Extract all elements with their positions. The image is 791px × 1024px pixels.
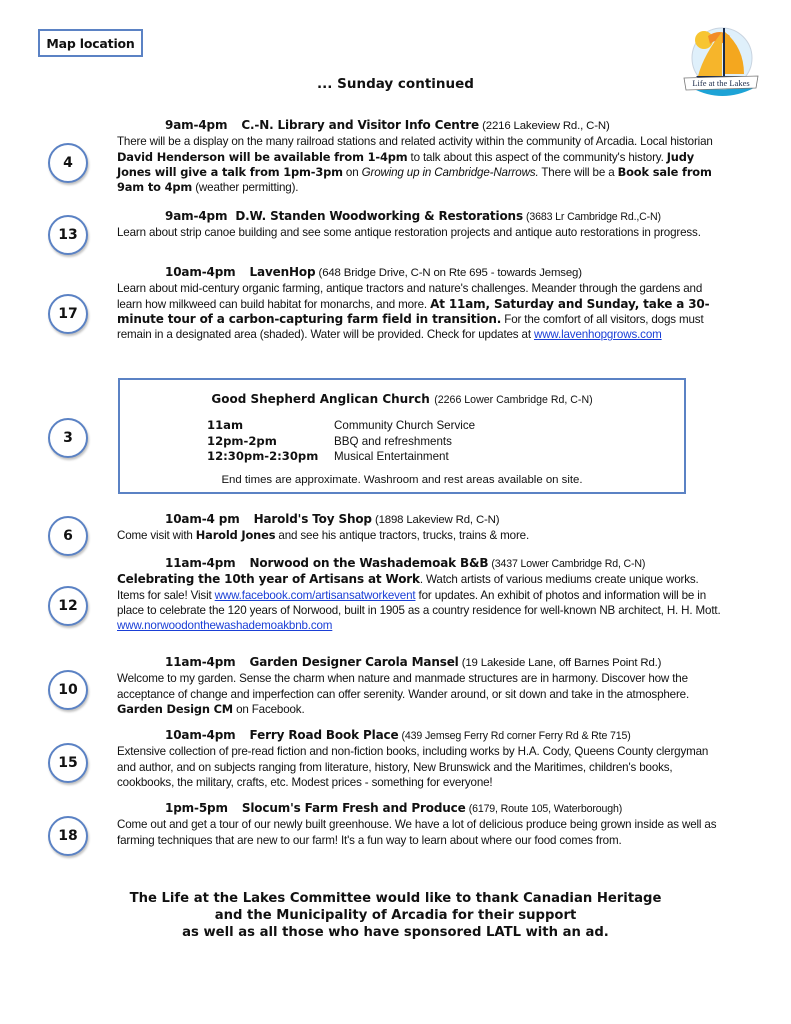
event-entry: [117, 556, 729, 633]
event-address: (648 Bridge Drive, C-N on Rte 695 - towards Jemseg): [318, 267, 582, 279]
acknowledgement: [0, 890, 791, 941]
event-time: 9am-4pm: [165, 209, 228, 223]
church-box: [118, 378, 686, 494]
event-time: 11am-4pm: [165, 556, 236, 570]
lavenhop-link[interactable]: www.lavenhopgrows.com: [533, 328, 662, 342]
map-location-label: Map location: [38, 29, 143, 57]
norwood-link[interactable]: www.norwoodonthewashademoakbnb.com: [117, 619, 333, 633]
event-venue: Garden Designer Carola Mansel: [249, 655, 459, 669]
page-subtitle: ... Sunday continued: [317, 76, 474, 92]
event-venue: Norwood on the Washademoak B&B: [249, 556, 489, 570]
event-time: 10am-4pm: [165, 265, 236, 279]
acknowledgement-line: as well as all those who have sponsored LATL with an ad.: [182, 925, 609, 940]
event-time: 1pm-5pm: [165, 801, 228, 815]
event-time: 10am-4pm: [165, 728, 236, 742]
church-note: End times are approximate. Washroom and rest areas available on site.: [221, 474, 583, 486]
church-address: (2266 Lower Cambridge Rd, C-N): [434, 394, 593, 406]
event-description: Welcome to my garden. Sense the charm when nature and manmade structures are in harmony. Discover how the acceptance of change and imperfection can offer serenity. Wander around, or sit down and take in the atmosphere. Garden Design CM on Facebook.: [117, 672, 690, 716]
event-address: (1898 Lakeview Rd, C-N): [374, 514, 500, 526]
event-address: (3683 Lr Cambridge Rd.,C-N): [526, 211, 661, 223]
event-entry: [117, 209, 729, 241]
event-venue: D.W. Standen Woodworking & Restorations: [235, 209, 523, 223]
event-venue: Harold's Toy Shop: [253, 512, 372, 526]
map-marker-4: 4: [48, 143, 88, 183]
map-marker-3: 3: [48, 418, 88, 458]
event-description: Come out and get a tour of our newly built greenhouse. We have a lot of delicious produce being grown inside as well as farming techniques that are new to our farm! It's a fun way to learn about where our food comes from.: [117, 818, 717, 847]
map-marker-12: 12: [48, 586, 88, 626]
event-description: Extensive collection of pre-read fiction and non-fiction books, including works by H.A. Cody, Queens County clergyman and author, and on subjects ranging from literature, history, New Brunswick and the Maritimes, children's books, cookbooks, the military, crafts, etc. Modest prices - something for everyone!: [117, 745, 709, 789]
map-marker-13: 13: [48, 215, 88, 255]
event-time: 9am-4pm: [165, 118, 228, 132]
schedule-row: 11am Community Church Service: [207, 418, 476, 432]
event-venue: LavenHop: [249, 265, 316, 279]
event-time: 10am-4 pm: [165, 512, 240, 526]
event-entry: [117, 655, 729, 717]
acknowledgement-line: and the Municipality of Arcadia for their support: [214, 908, 577, 923]
acknowledgement-line: The Life at the Lakes Committee would like to thank Canadian Heritage: [129, 891, 662, 906]
schedule-row: 12pm-2pm BBQ and refreshments: [207, 433, 452, 448]
event-address: (19 Lakeside Lane, off Barnes Point Rd.): [461, 657, 662, 669]
facebook-link[interactable]: www.facebook.com/artisansatworkevent: [214, 588, 416, 602]
schedule-row: 12:30pm-2:30pm Musical Entertainment: [207, 449, 449, 463]
event-entry: [117, 265, 729, 342]
event-address: (3437 Lower Cambridge Rd, C-N): [491, 558, 646, 570]
event-address: (6179, Route 105, Waterborough): [468, 803, 623, 815]
event-entry: [117, 512, 729, 544]
map-marker-17: 17: [48, 294, 88, 334]
event-description: Come visit with Harold Jones and see his antique tractors, trucks, trains & more.: [117, 528, 530, 543]
event-entry: [117, 118, 729, 195]
event-entry: [117, 801, 729, 848]
logo-text: Life at the Lakes: [692, 78, 750, 88]
map-marker-15: 15: [48, 743, 88, 783]
event-description: There will be a display on the many railroad stations and related activity within the community of Arcadia. Local historian David Henderson will be available from 1-4pm to talk about this aspect of the community's history. Judy Jones will give a talk from 1pm-3pm on Growing up in Cambridge-Narrows. There will be a Book sale from 9am to 4pm (weather permitting).: [117, 135, 713, 195]
event-address: (439 Jemseg Ferry Rd corner Ferry Rd & Rte 715): [401, 730, 631, 742]
map-marker-10: 10: [48, 670, 88, 710]
event-venue: C.-N. Library and Visitor Info Centre: [241, 118, 480, 132]
map-marker-18: 18: [48, 816, 88, 856]
event-description: Learn about mid-century organic farming, antique tractors and nature's challenges. Meander through the gardens and learn how milkweed can build habitat for monarchs, and more. At 11am, Saturday and Sunday, take a 30-minute tour of a carbon-capturing farm field in transition. For the comfort of all visitors, dogs must remain in a designated area (shaded). Water will be provided. Check for updates at www.lavenhopgrows.com: [117, 282, 710, 342]
event-venue: Ferry Road Book Place: [249, 728, 399, 742]
event-address: (2216 Lakeview Rd., C-N): [482, 120, 610, 132]
event-entry: [117, 728, 729, 790]
event-description: Celebrating the 10th year of Artisans at Work. Watch artists of various mediums create unique works. Items for sale! Visit www.facebook.com/artisansatworkevent for updates. An exhibit of photos and information will be in place to celebrate the 120 years of Norwood, built in 1905 as a country residence for well-known NB architect, H. H. Mott. www.norwoodonthewashademoakbnb.com: [117, 572, 721, 633]
event-venue: Slocum's Farm Fresh and Produce: [241, 801, 466, 815]
church-venue: Good Shepherd Anglican Church: [211, 392, 430, 406]
event-description: Learn about strip canoe building and see some antique restoration projects and antique auto restorations in progress.: [117, 226, 701, 240]
event-time: 11am-4pm: [165, 655, 236, 669]
map-marker-6: 6: [48, 516, 88, 556]
church-schedule: [207, 418, 475, 465]
